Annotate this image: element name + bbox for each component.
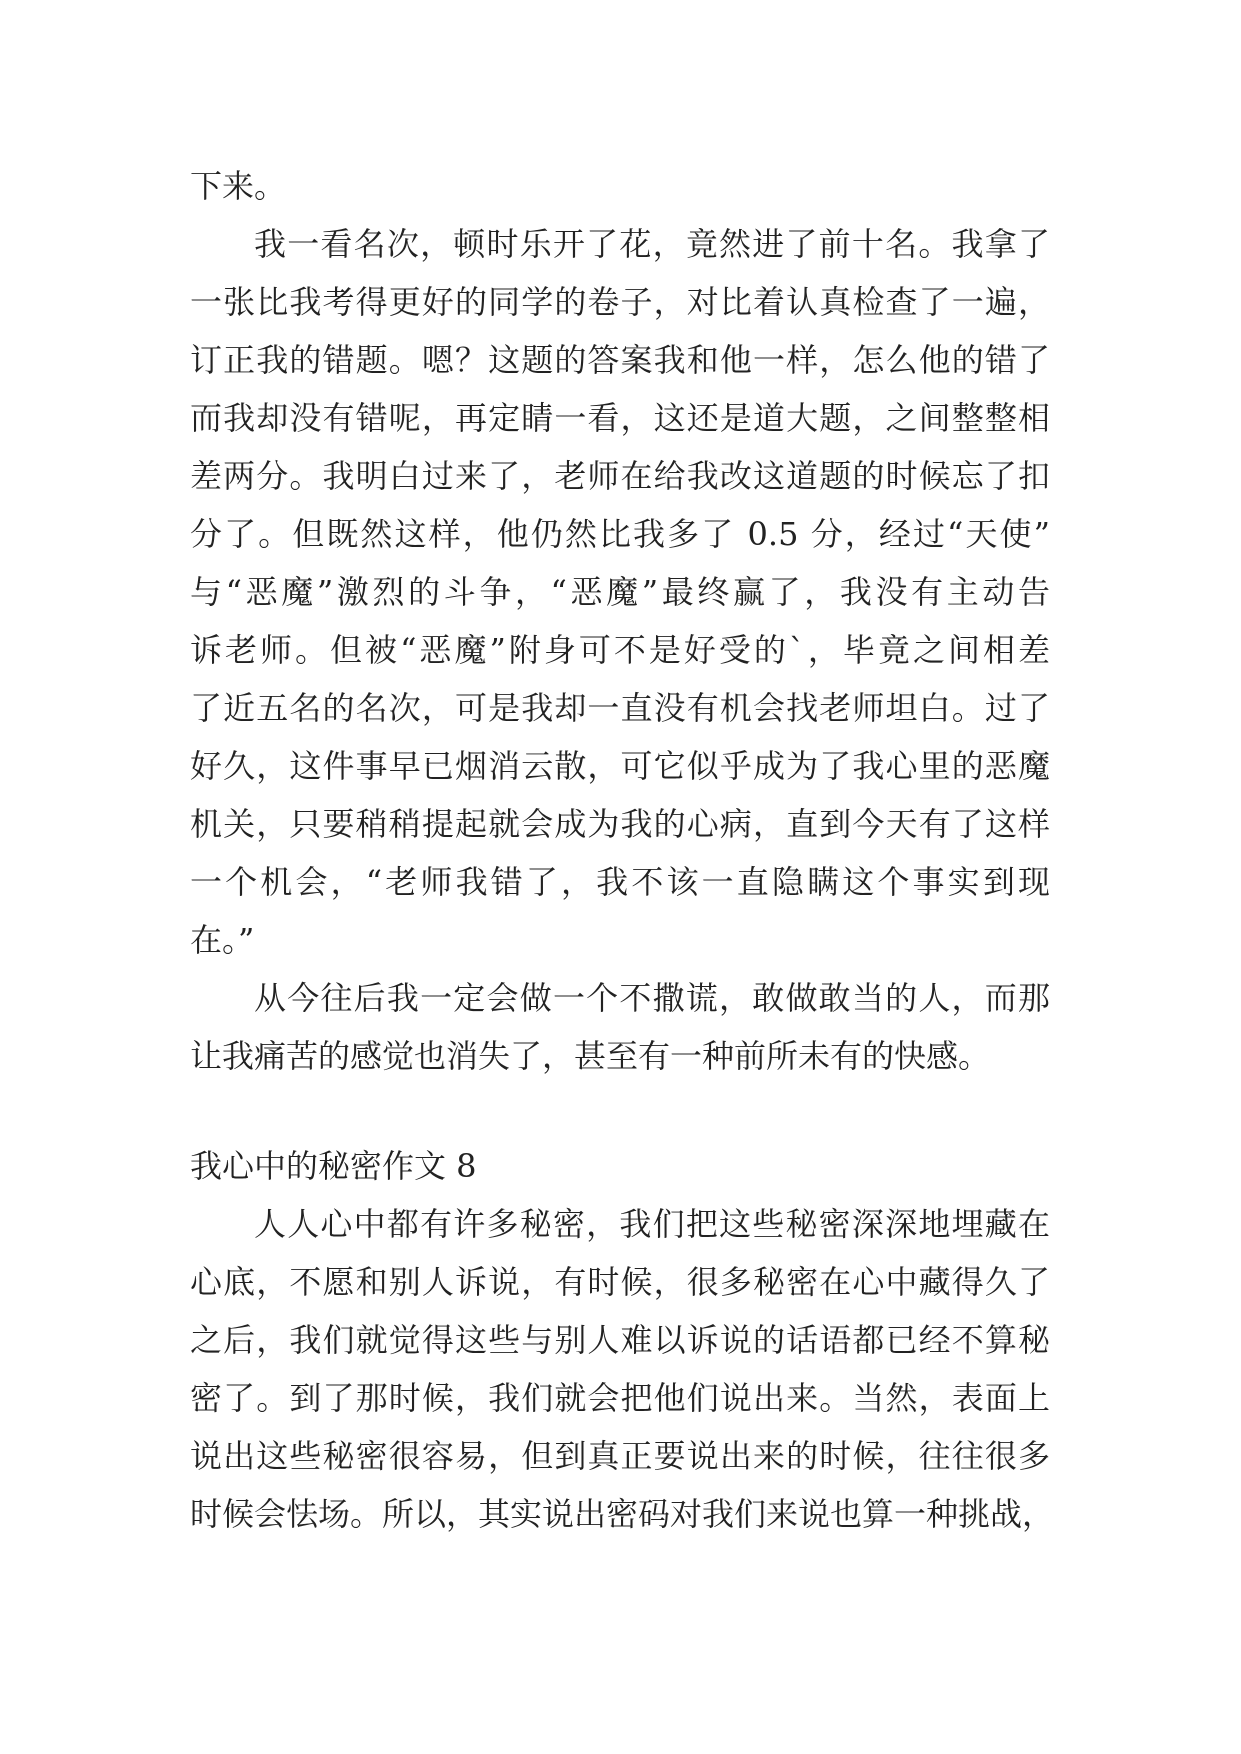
- text-line: 诉老师。但被“恶魔”附身可不是好受的`，毕竟之间相差: [190, 631, 1050, 669]
- text-line: 人人心中都有许多秘密，我们把这些秘密深深地埋藏在: [254, 1205, 1050, 1243]
- text-line: 而我却没有错呢，再定睛一看，这还是道大题，之间整整相: [190, 399, 1050, 437]
- text-line: 与“恶魔”激烈的斗争，“恶魔”最终赢了，我没有主动告: [190, 573, 1050, 611]
- text-line: 在。”: [190, 921, 255, 959]
- text-line: 密了。到了那时候，我们就会把他们说出来。当然，表面上: [190, 1379, 1050, 1417]
- text-line: 了近五名的名次，可是我却一直没有机会找老师坦白。过了: [190, 689, 1050, 727]
- text-line: 好久，这件事早已烟消云散，可它似乎成为了我心里的恶魔: [190, 747, 1050, 785]
- text-line: 机关，只要稍稍提起就会成为我的心病，直到今天有了这样: [190, 805, 1050, 843]
- text-line: 分了。但既然这样，他仍然比我多了 0.5 分，经过“天使”: [190, 515, 1050, 553]
- text-line: 从今往后我一定会做一个不撒谎，敢做敢当的人，而那: [254, 979, 1050, 1017]
- text-line: 一个机会，“老师我错了，我不该一直隐瞒这个事实到现: [190, 863, 1050, 901]
- text-line: 我一看名次，顿时乐开了花，竟然进了前十名。我拿了: [254, 225, 1050, 263]
- section-title: 我心中的秘密作文 8: [190, 1147, 477, 1185]
- text-line: 一张比我考得更好的同学的卷子，对比着认真检查了一遍，: [190, 283, 1050, 321]
- text-line: 差两分。我明白过来了，老师在给我改这道题的时候忘了扣: [190, 457, 1050, 495]
- text-line: 让我痛苦的感觉也消失了，甚至有一种前所未有的快感。: [190, 1037, 991, 1075]
- text-line: 时候会怯场。所以，其实说出密码对我们来说也算一种挑战，: [190, 1495, 1055, 1533]
- text-line: 心底，不愿和别人诉说，有时候，很多秘密在心中藏得久了: [190, 1263, 1050, 1301]
- text-line: 说出这些秘密很容易，但到真正要说出来的时候，往往很多: [190, 1437, 1050, 1475]
- text-line: 订正我的错题。嗯？这题的答案我和他一样，怎么他的错了: [190, 341, 1050, 379]
- text-line: 之后，我们就觉得这些与别人难以诉说的话语都已经不算秘: [190, 1321, 1050, 1359]
- text-line: 下来。: [190, 167, 287, 205]
